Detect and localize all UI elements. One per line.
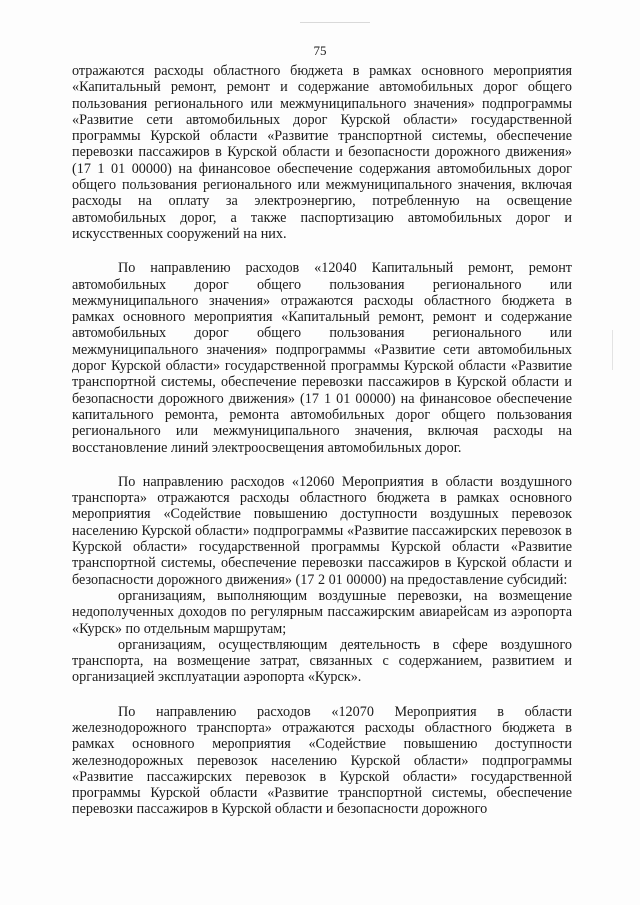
page-number: 75 xyxy=(313,43,327,58)
paragraph-12070-railway-transport: По направлению расходов «12070 Мероприятия в области железнодорожного транспорта» отражаются расходы областного бюджета в рамках основного мероприятия «Содействие повышению доступности железнодорожных перевозок населению Курской области» подпрограммы «Развитие пассажирских перевозок в Курской области» государственной программы Курской области «Развитие транспортной системы, обеспечение перевозки пассажиров в Курской области и безопасности дорожного xyxy=(72,703,572,818)
paragraph-spacer xyxy=(72,242,572,260)
paragraph-subsidy-airport: организациям, осуществляющим деятельность в сфере воздушного транспорта, на возмещение затрат, связанных с содержанием, развитием и организацией эксплуатации аэропорта «Курск». xyxy=(72,636,572,686)
scan-artifact-right xyxy=(612,330,613,370)
paragraph-12040-capital-repair: По направлению расходов «12040 Капитальный ремонт, ремонт автомобильных дорог общего пользования регионального или межмуниципального значения» отражаются расходы областного бюджета в рамках основного мероприятия «Капитальный ремонт, ремонт и содержание автомобильных дорог общего пользования регионального или межмуниципального значения» подпрограммы «Развитие сети автомобильных дорог Курской области» государственной программы Курской области «Развитие транспортной системы, обеспечение перевозки пассажиров в Курской области и безопасности дорожного движения» (17 1 01 00000) на финансовое обеспечение капитального ремонта, ремонта автомобильных дорог общего пользования регионального или межмуниципального значения, включая расходы на восстановление линий электроосвещения автомобильных дорог. xyxy=(72,260,572,456)
paragraph-road-maintenance: отражаются расходы областного бюджета в рамках основного мероприятия «Капитальный ремонт, ремонт и содержание автомобильных дорог общего пользования регионального или межмуниципального значения» подпрограммы «Развитие сети автомобильных дорог Курской области» государственной программы Курской области «Развитие транспортной системы, обеспечение перевозки пассажиров в Курской области и безопасности дорожного движения» (17 1 01 00000) на финансовое обеспечение содержания автомобильных дорог общего пользования регионального или межмуниципального значения, включая расходы на оплату за электроэнергию, потребленную на освещение автомобильных дорог, а также паспортизацию автомобильных дорог и искусственных сооружений на них. xyxy=(72,63,572,242)
paragraph-subsidy-air-carriers: организациям, выполняющим воздушные перевозки, на возмещение недополученных доходов по регулярным пассажирским авиарейсам из аэропорта «Курск» по отдельным маршрутам; xyxy=(72,587,572,637)
scan-artifact-top xyxy=(300,22,370,23)
paragraph-12060-air-transport: По направлению расходов «12060 Мероприятия в области воздушного транспорта» отражаются расходы областного бюджета в рамках основного мероприятия «Содействие повышению доступности воздушных перевозок населению Курской области» подпрограммы «Развитие пассажирских перевозок в Курской области» государственной программы Курской области «Развитие транспортной системы, обеспечение перевозки пассажиров в Курской области и безопасности дорожного движения» (17 2 01 00000) на предоставление субсидий: xyxy=(72,473,572,588)
document-body xyxy=(72,63,572,818)
paragraph-spacer xyxy=(72,686,572,704)
paragraph-spacer xyxy=(72,456,572,474)
